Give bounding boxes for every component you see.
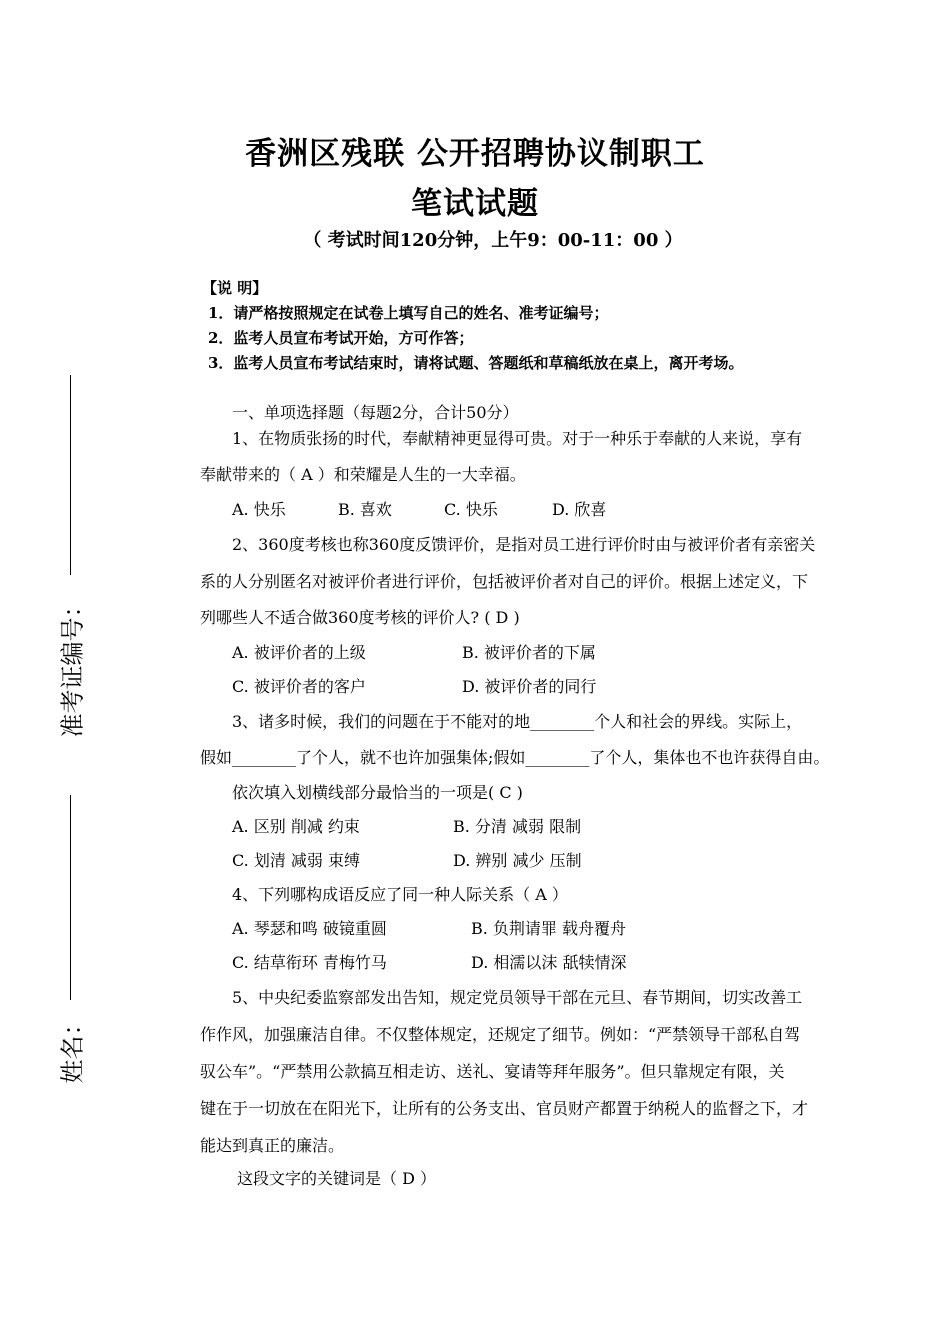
question-3-option-c: C. 划清 减弱 束缚	[232, 851, 361, 870]
question-4-option-b: B. 负荆请罪 载舟覆舟	[471, 919, 627, 938]
instructions-heading: 【说 明】	[202, 279, 268, 297]
question-3-option-a: A. 区别 削减 约束	[232, 817, 360, 836]
question-5-keyword-prompt: 这段文字的关键词是（ D ）	[237, 1169, 437, 1188]
question-2-line-1: 2、360度考核也称360度反馈评价，是指对员工进行评价时由与被评价者有亲密关	[232, 535, 816, 554]
exam-id-underline	[70, 375, 71, 575]
question-5-line-2: 作作风，加强廉洁自律。不仅整体规定，还规定了细节。例如：“严禁领导干部私自驾	[200, 1025, 801, 1044]
exam-title-line1: 香洲区残联 公开招聘协议制职工	[245, 136, 705, 172]
question-2-option-b: B. 被评价者的下属	[462, 643, 596, 662]
instruction-item-2: 2．监考人员宣布考试开始，方可作答；	[208, 329, 474, 347]
question-4-line-1: 4、下列哪构成语反应了同一种人际关系（ A ）	[232, 885, 568, 904]
question-1-option-c: C. 快乐	[444, 500, 498, 519]
question-4-option-d: D. 相濡以沫 舐犊情深	[471, 953, 627, 972]
question-3-option-d: D. 辨别 减少 压制	[453, 851, 582, 870]
question-3-line-3: 依次填入划横线部分最恰当的一项是( C )	[232, 783, 523, 802]
question-2-option-d: D. 被评价者的同行	[462, 677, 597, 696]
question-2-option-a: A. 被评价者的上级	[232, 643, 366, 662]
question-5-line-3: 驭公车”。“严禁用公款搞互相走访、送礼、宴请等拜年服务”。但只靠规定有限，关	[200, 1062, 785, 1081]
question-3-option-b: B. 分清 减弱 限制	[453, 817, 582, 836]
name-label: 姓名：	[58, 1011, 87, 1084]
question-1-line-2: 奉献带来的（ A ）和荣耀是人生的一大幸福。	[200, 465, 526, 484]
question-5-line-1: 5、中央纪委监察部发出告知，规定党员领导干部在元旦、春节期间，切实改善工	[232, 988, 803, 1007]
question-5-line-4: 键在于一切放在在阳光下，让所有的公务支出、官员财产都置于纳税人的监督之下，才	[200, 1099, 809, 1118]
section-heading: 一、单项选择题（每题2分，合计50分）	[232, 403, 519, 422]
question-4-option-a: A. 琴瑟和鸣 破镜重圆	[232, 919, 387, 938]
instruction-item-1: 1．请严格按照规定在试卷上填写自己的姓名、准考证编号；	[208, 304, 609, 322]
question-2-line-2: 系的人分别匿名对被评价者进行评价，包括被评价者对自己的评价。根据上述定义，下	[200, 572, 809, 591]
question-3-line-1: 3、诸多时候，我们的问题在于不能对的地________个人和社会的界线。实际上，	[232, 712, 803, 731]
question-1-option-d: D. 欣喜	[552, 500, 607, 519]
name-underline	[70, 795, 71, 1000]
exam-time: （ 考试时间120分钟，上午9：00-11：00 ）	[303, 230, 683, 251]
exam-title-line2: 笔试试题	[411, 186, 539, 222]
question-3-line-2: 假如________了个人，就不也许加强集体;假如________了个人，集体也不也许获得自由。	[200, 748, 830, 767]
question-1-line-1: 1、在物质张扬的时代，奉献精神更显得可贵。对于一种乐于奉献的人来说，享有	[232, 429, 803, 448]
question-1-option-a: A. 快乐	[232, 500, 286, 519]
instruction-item-3: 3．监考人员宣布考试结束时，请将试题、答题纸和草稿纸放在桌上，离开考场。	[208, 354, 744, 372]
question-2-option-c: C. 被评价者的客户	[232, 677, 366, 696]
exam-id-label: 准考证编号：	[58, 593, 87, 738]
question-4-option-c: C. 结草衔环 青梅竹马	[232, 953, 387, 972]
question-5-line-5: 能达到真正的廉洁。	[200, 1136, 345, 1155]
question-2-line-3: 列哪些人不适合做360度考核的评价人? ( D )	[200, 608, 520, 627]
question-1-option-b: B. 喜欢	[338, 500, 392, 519]
